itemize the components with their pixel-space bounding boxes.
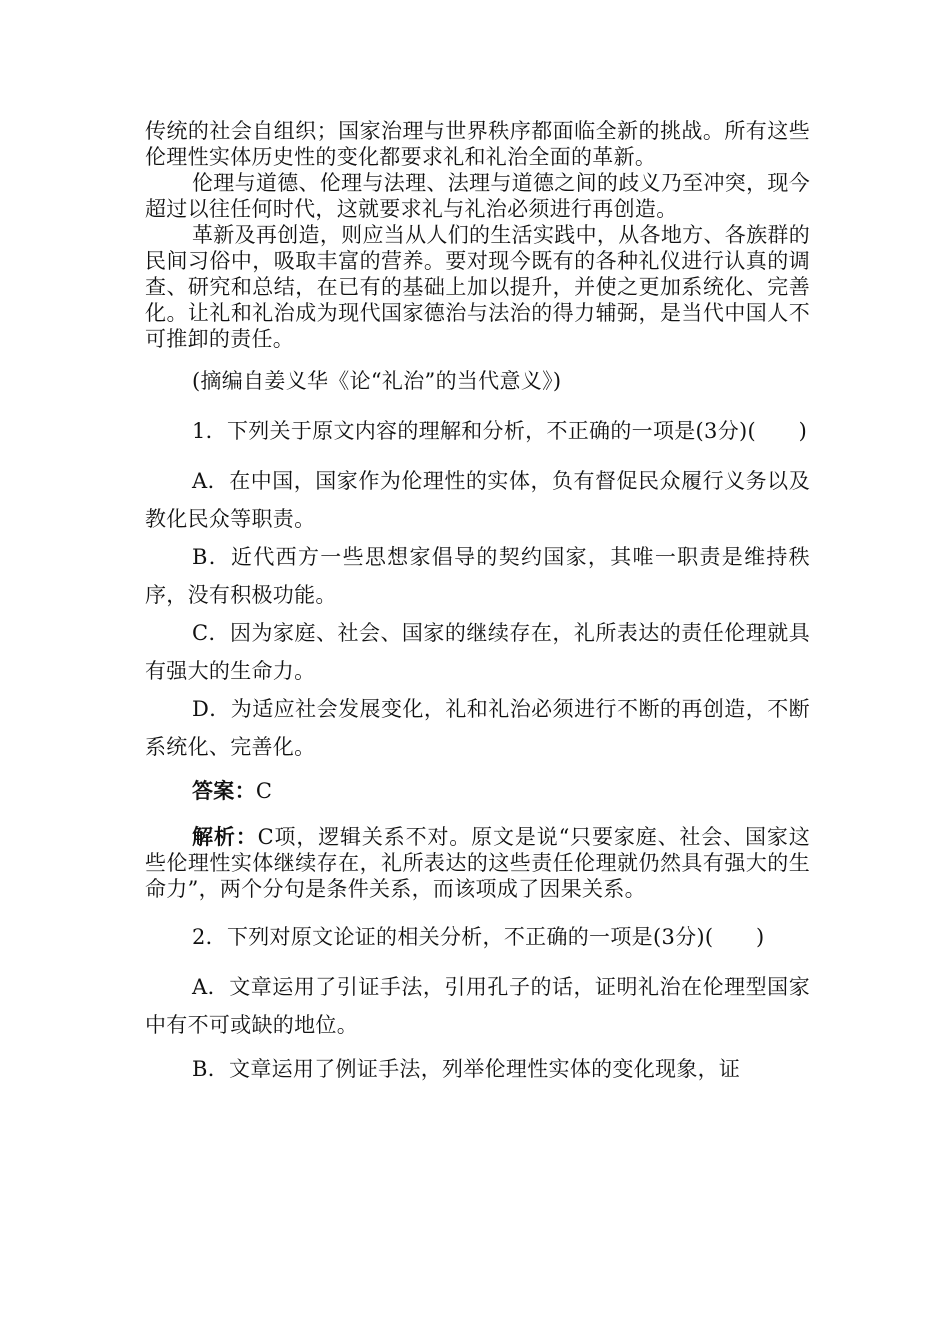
question-2-stem: 2．下列对原文论证的相关分析，不正确的一项是(3分)( ) <box>192 925 765 949</box>
question-1-stem: 1．下列关于原文内容的理解和分析，不正确的一项是(3分)( ) <box>192 419 808 443</box>
question-2-option-a: A．文章运用了引证手法，引用孔子的话，证明礼治在伦理型国家中有不可或缺的地位。 <box>145 975 810 1037</box>
question-1-option-d: D．为适应社会发展变化，礼和礼治必须进行不断的再创造，不断系统化、完善化。 <box>145 697 810 759</box>
question-1-answer <box>145 772 810 810</box>
question-1-analysis <box>145 824 810 902</box>
question-2-option-b: B．文章运用了例证手法，列举伦理性实体的变化现象，证 <box>192 1057 741 1081</box>
answer-label: 答案： <box>192 778 256 803</box>
question-1-option-a: A．在中国，国家作为伦理性的实体，负有督促民众履行义务以及教化民众等职责。 <box>145 469 810 531</box>
passage-paragraph-2: 伦理与道德、伦理与法理、法理与道德之间的歧义乃至冲突，现今超过以往任何时代，这就要求礼与礼治必须进行再创造。 <box>145 171 810 221</box>
analysis-text: C项，逻辑关系不对。原文是说“只要家庭、社会、国家这些伦理性实体继续存在，礼所表达的这些责任伦理就仍然具有强大的生命力”，两个分句是条件关系，而该项成了因果关系。 <box>145 825 810 901</box>
passage-paragraph-1-tail: 传统的社会自组织；国家治理与世界秩序都面临全新的挑战。所有这些伦理性实体历史性的变化都要求礼和礼治全面的革新。 <box>145 119 810 169</box>
answer-value: C <box>255 779 273 803</box>
passage-source: (摘编自姜义华《论“礼治”的当代意义》) <box>192 369 562 393</box>
passage-paragraph-3: 革新及再创造，则应当从人们的生活实践中，从各地方、各族群的民间习俗中，吸取丰富的营养。要对现今既有的各种礼仪进行认真的调查、研究和总结，在已有的基础上加以提升，并使之更加系统化、完善化。让礼和礼治成为现代国家德治与法治的得力辅弼，是当代中国人不可推卸的责任。 <box>145 223 810 351</box>
question-1-option-c: C．因为家庭、社会、国家的继续存在，礼所表达的责任伦理就具有强大的生命力。 <box>145 621 810 683</box>
document-page <box>145 118 810 1088</box>
question-1-option-b: B．近代西方一些思想家倡导的契约国家，其唯一职责是维持秩序，没有积极功能。 <box>145 545 810 607</box>
analysis-label: 解析： <box>192 824 258 849</box>
